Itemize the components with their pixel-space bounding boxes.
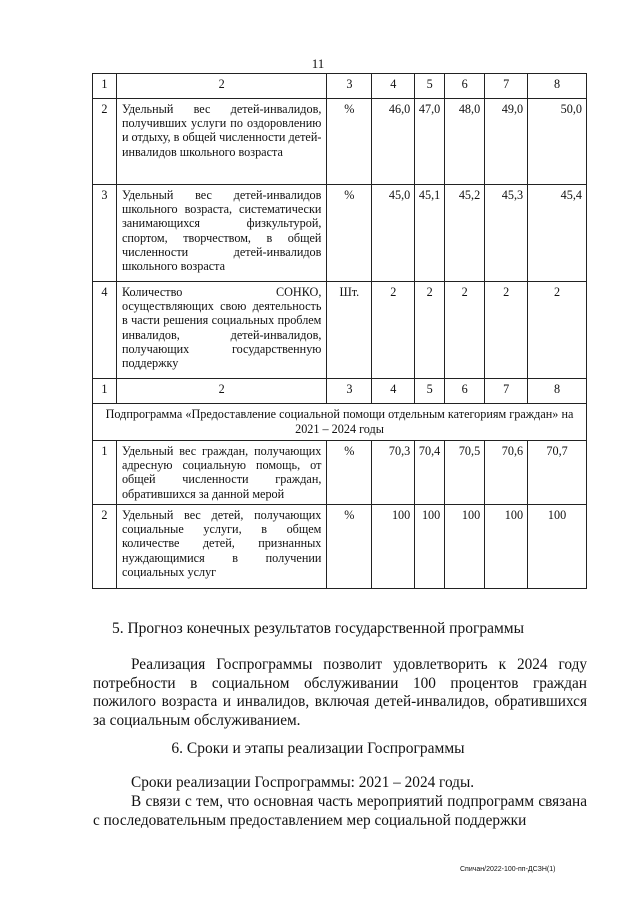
value-cell: 2 (528, 282, 587, 379)
header-cell: 8 (528, 379, 587, 404)
value-cell: 45,0 (372, 185, 415, 282)
table-row (93, 99, 587, 185)
row-number: 2 (93, 99, 117, 185)
header-cell: 4 (372, 74, 415, 99)
header-cell: 3 (327, 379, 372, 404)
value-cell: 48,0 (445, 99, 485, 185)
unit-cell: % (327, 505, 372, 589)
indicator-description: Удельный вес детей, получающих социальные услуги, в общем количестве детей, признанных нуждающимися в получении социальных услуг (116, 505, 326, 589)
indicator-description: Удельный вес граждан, получающих адресную социальную помощь, от общей численности граждан, обратившихся за данной мерой (116, 441, 326, 505)
value-cell: 100 (445, 505, 485, 589)
header-cell: 1 (93, 379, 117, 404)
value-cell: 47,0 (415, 99, 445, 185)
value-cell: 70,5 (445, 441, 485, 505)
header-cell: 7 (485, 74, 528, 99)
section-5-text: Реализация Госпрограммы позволит удовлетворить к 2024 году потребности в социальном обслуживании 100 процентов граждан пожилого возраста и инвалидов, включая детей-инвалидов, обратившихся за социальным обслуживанием. (93, 656, 587, 729)
table-row (93, 441, 587, 505)
document-footer-code: Спичан/2022-100-пп-ДСЗН(1) (460, 866, 556, 873)
section-5-paragraph (93, 656, 587, 730)
value-cell: 70,4 (415, 441, 445, 505)
header-cell: 5 (415, 379, 445, 404)
unit-cell: % (327, 185, 372, 282)
header-cell: 4 (372, 379, 415, 404)
value-cell: 49,0 (485, 99, 528, 185)
value-cell: 2 (372, 282, 415, 379)
value-cell: 45,1 (415, 185, 445, 282)
value-cell: 2 (485, 282, 528, 379)
section-6-title: 6. Сроки и этапы реализации Госпрограммы (171, 740, 465, 757)
value-cell: 70,7 (528, 441, 587, 505)
subprogram-row (93, 404, 587, 441)
row-number: 4 (93, 282, 117, 379)
table-header-row (93, 379, 587, 404)
value-cell: 70,6 (485, 441, 528, 505)
row-number: 3 (93, 185, 117, 282)
value-cell: 70,3 (372, 441, 415, 505)
section-6-paragraph-2 (93, 793, 587, 830)
header-cell: 2 (116, 379, 326, 404)
header-cell: 8 (528, 74, 587, 99)
section-6-paragraph-1 (93, 774, 587, 793)
unit-cell: Шт. (327, 282, 372, 379)
value-cell: 50,0 (528, 99, 587, 185)
section-6-text-1: Сроки реализации Госпрограммы: 2021 – 2024 годы. (131, 774, 475, 791)
value-cell: 100 (485, 505, 528, 589)
unit-cell: % (327, 99, 372, 185)
indicator-description: Удельный вес детей-инвалидов, получивших услуги по оздоровлению и отдыху, в общей численности детей-инвалидов школьного возраста (116, 99, 326, 185)
header-cell: 3 (327, 74, 372, 99)
page-number: 11 (311, 56, 325, 71)
value-cell: 45,2 (445, 185, 485, 282)
header-cell: 2 (116, 74, 326, 99)
table-row (93, 282, 587, 379)
value-cell: 45,4 (528, 185, 587, 282)
header-cell: 7 (485, 379, 528, 404)
row-number: 2 (93, 505, 117, 589)
value-cell: 100 (372, 505, 415, 589)
subprogram-title: Подпрограмма «Предоставление социальной помощи отдельным категориям граждан» на 2021 – 2024 годы (93, 404, 587, 441)
row-number: 1 (93, 441, 117, 505)
value-cell: 2 (445, 282, 485, 379)
table-row (93, 185, 587, 282)
section-5-title: 5. Прогноз конечных результатов государственной программы (111, 620, 524, 637)
header-cell: 5 (415, 74, 445, 99)
value-cell: 45,3 (485, 185, 528, 282)
value-cell: 100 (415, 505, 445, 589)
header-cell: 1 (93, 74, 117, 99)
unit-cell: % (327, 441, 372, 505)
header-cell: 6 (445, 74, 485, 99)
indicator-description: Количество СОНКО, осуществляющих свою деятельность в части решения социальных проблем инвалидов, детей-инвалидов, получающих государственную поддержку (116, 282, 326, 379)
value-cell: 2 (415, 282, 445, 379)
indicator-description: Удельный вес детей-инвалидов школьного возраста, систематически занимающихся физкультурой, спортом, творчеством, в общей численности детей-инвалидов школьного возраста (116, 185, 326, 282)
table-header-row (93, 74, 587, 99)
section-6-text-2: В связи с тем, что основная часть мероприятий подпрограмм связана с последовательным предоставлением мер социальной поддержки (93, 793, 587, 829)
indicators-table (92, 73, 587, 589)
table-row (93, 505, 587, 589)
header-cell: 6 (445, 379, 485, 404)
value-cell: 100 (528, 505, 587, 589)
value-cell: 46,0 (372, 99, 415, 185)
